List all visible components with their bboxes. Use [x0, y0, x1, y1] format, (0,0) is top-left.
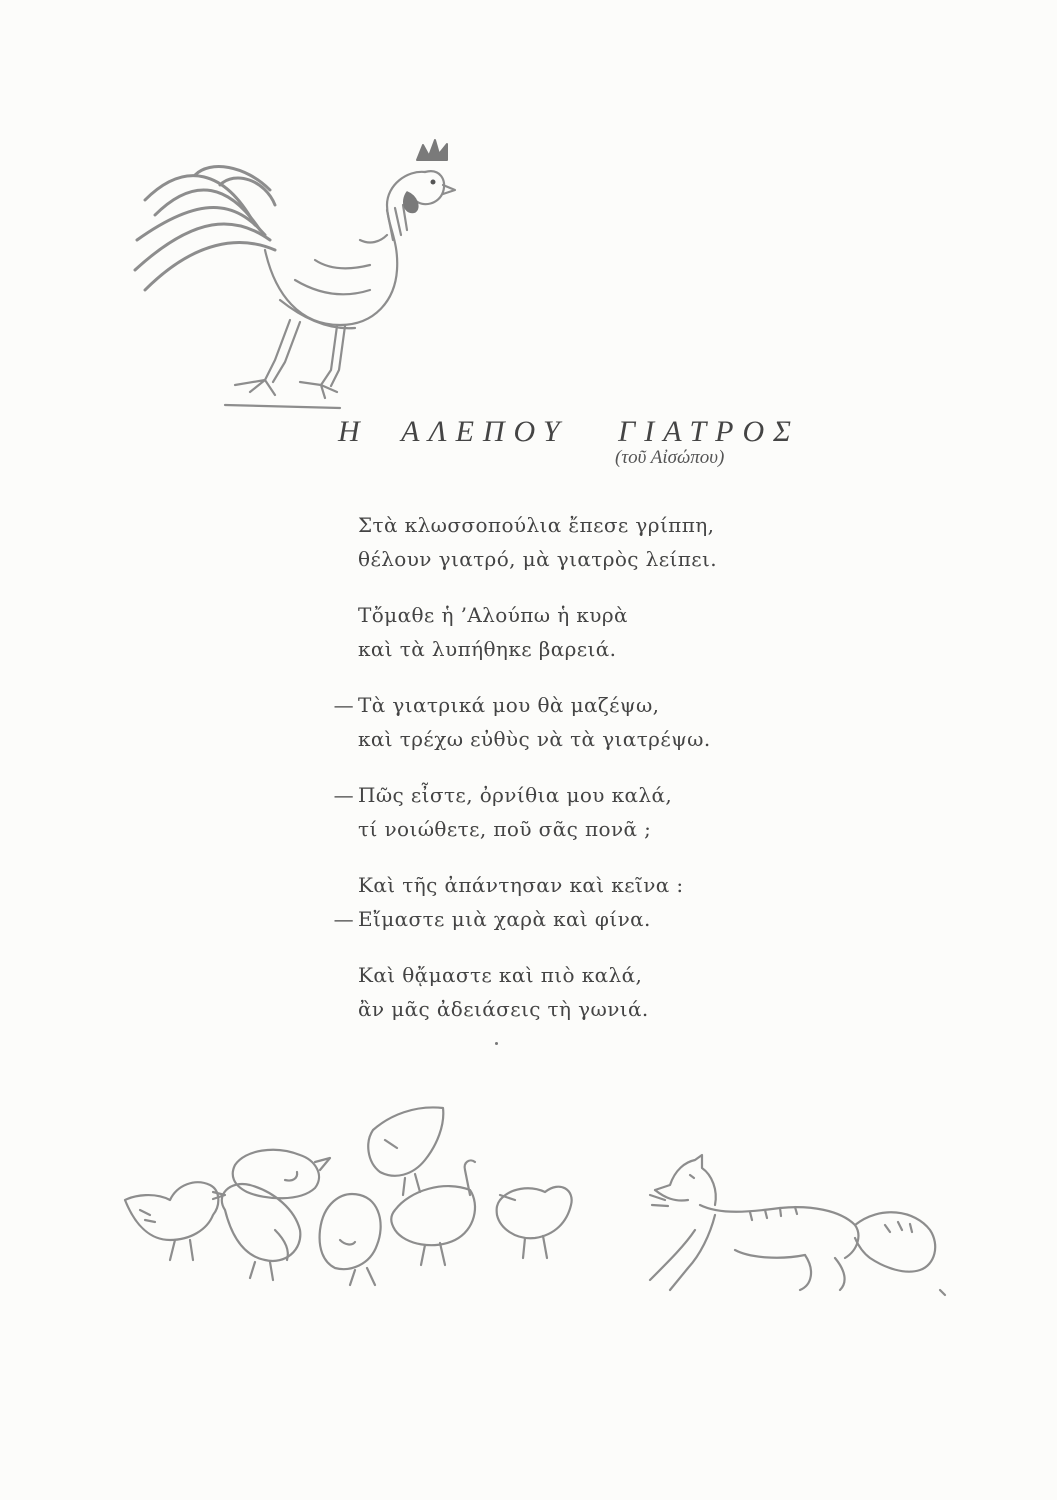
poem-line	[320, 508, 840, 542]
poem-line-text: Καὶ τῆς ἀπάντησαν καὶ κεῖνα :	[358, 873, 684, 897]
poem-line	[320, 992, 840, 1026]
ink-dot	[495, 1042, 498, 1045]
poem-line	[320, 958, 840, 992]
poem-line	[320, 812, 840, 846]
poem-line	[320, 722, 840, 756]
poem-line	[320, 778, 840, 812]
dialogue-dash: —	[333, 907, 354, 931]
poem-line-text: Στὰ κλωσσοπούλια ἔπεσε γρίππη,	[358, 513, 715, 537]
stanza	[320, 778, 840, 846]
poem-line-text: Εἴμαστε μιὰ χαρὰ καὶ φίνα.	[358, 907, 651, 931]
dialogue-dash: —	[333, 783, 354, 807]
chicks-illustration	[115, 1100, 595, 1300]
poem-line-text: Τὰ γιατρικά μου θὰ μαζέψω,	[358, 693, 660, 717]
poem	[320, 508, 840, 1048]
poem-line	[320, 598, 840, 632]
poem-line-text: ἂν μᾶς ἀδειάσεις τὴ γωνιά.	[358, 997, 649, 1021]
stanza	[320, 508, 840, 576]
page-title: Η ΑΛΕΠΟΥ ΓΙΑΤΡΟΣ	[338, 415, 800, 448]
stanza	[320, 598, 840, 666]
poem-line-text: καὶ τρέχω εὐθὺς νὰ τὰ γιατρέψω.	[358, 727, 711, 751]
poem-line-text: θέλουν γιατρό, μὰ γιατρὸς λείπει.	[358, 547, 718, 571]
poem-line	[320, 688, 840, 722]
rooster-illustration	[125, 130, 465, 415]
stanza	[320, 958, 840, 1026]
poem-line-text: καὶ τὰ λυπήθηκε βαρειά.	[358, 637, 617, 661]
poem-line-text: Τὄμαθε ἡ ’Αλούπω ἡ κυρὰ	[358, 603, 628, 627]
poem-line-text: Πῶς εἶστε, ὀρνίθια μου καλά,	[358, 783, 673, 807]
author-attribution: (τοῦ Αἰσώπου)	[615, 447, 725, 468]
stanza	[320, 868, 840, 936]
poem-line-text: τί νοιώθετε, ποῦ σᾶς πονᾶ ;	[358, 817, 652, 841]
poem-line	[320, 542, 840, 576]
poem-line	[320, 868, 840, 902]
poem-line	[320, 902, 840, 936]
fox-illustration	[640, 1150, 950, 1310]
poem-line-text: Καὶ θᾄμαστε καὶ πιὸ καλά,	[358, 963, 643, 987]
stanza	[320, 688, 840, 756]
poem-line	[320, 632, 840, 666]
dialogue-dash: —	[333, 693, 354, 717]
